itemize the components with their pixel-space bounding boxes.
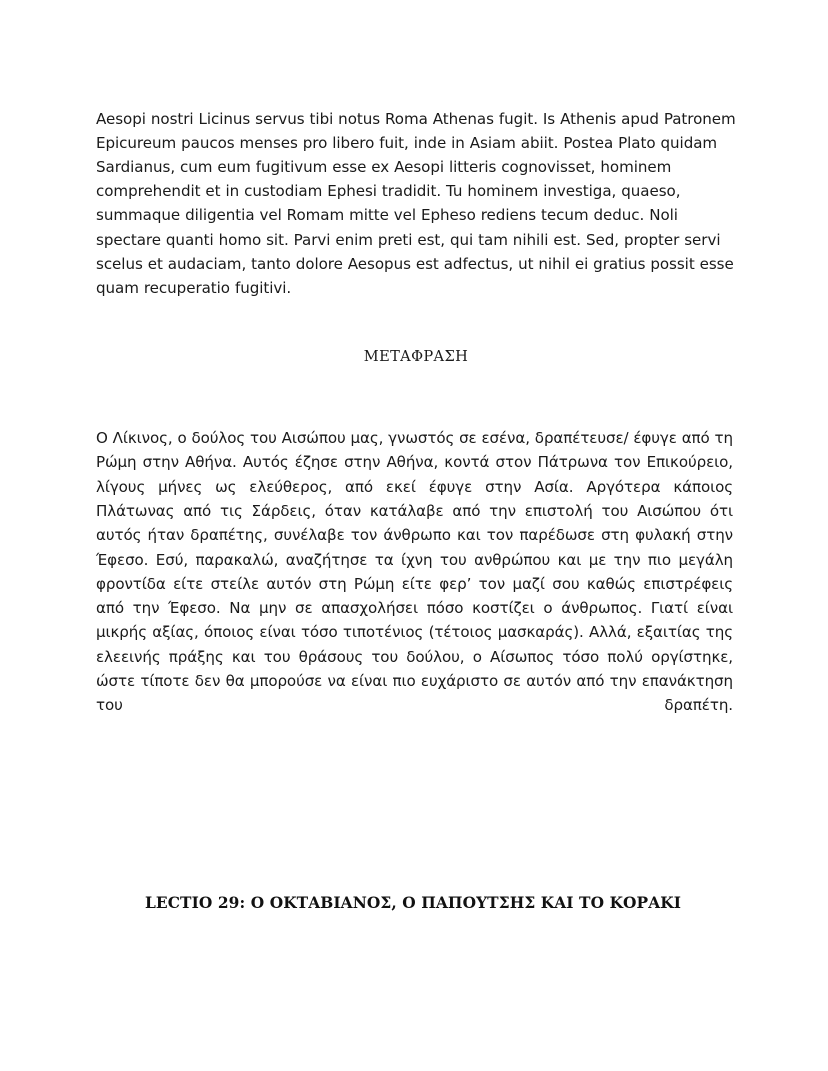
greek-translation-paragraph: Ο Λίκινος, ο δούλος του Αισώπου μας, γνωστός σε εσένα, δραπέτευσε/ έφυγε από τη Ρώμη στην Αθήνα. Αυτός έζησε στην Αθήνα, κοντά στον Πάτρωνα τον Επικούρειο, λίγους μήνες ως ελεύθερος, από εκεί έφυγε στην Ασία. Αργότερα κάποιος Πλάτωνας από τις Σάρδεις, όταν κατάλαβε από την επιστολή του Αισώπου ότι αυτός ήταν δραπέτης, συνέλαβε τον άνθρωπο και τον παρέδωσε στη φυλακή στην Έφεσο. Εσύ, παρακαλώ, αναζήτησε τα ίχνη του ανθρώπου και με την πιο μεγάλη φροντίδα είτε στείλε αυτόν στη Ρώμη είτε φερ’ τον μαζί σου καθώς επιστρέφεις από την Έφεσο. Να μην σε απασχολήσει πόσο κοστίζει ο άνθρωπος. Γιατί είναι μικρής αξίας, όποιος είναι τόσο τιποτένιος (τέτοιος μασκαράς). Αλλά, εξαιτίας της ελεεινής πράξης και του θράσους του δούλου, ο Αίσωπος τόσο πολύ οργίστηκε, ώστε τίποτε δεν θα μπορούσε να είναι πιο ευχάριστο σε αυτόν από την επανάκτηση του δραπέτη.	[96, 429, 733, 715]
latin-source-paragraph: Aesopi nostri Licinus servus tibi notus Roma Athenas fugit. Is Athenis apud Patronem Epicureum paucos menses pro libero fuit, inde in Asiam abiit. Postea Plato quidam Sardianus, cum eum fugitivum esse ex Aesopi litteris cognovisset, hominem comprehendit et in custodiam Ephesi tradidit. Tu hominem investiga, quaeso, summaque diligentia vel Romam mitte vel Epheso rediens tecum deduc. Noli spectare quanti homo sit. Parvi enim preti est, qui tam nihili est. Sed, propter servi scelus et audaciam, tanto dolore Aesopus est adfectus, ut nihil ei gratius possit esse quam recuperatio fugitivi.	[96, 110, 736, 297]
translation-section-heading	[0, 347, 828, 367]
lectio-chapter-heading-text: LECTIO 29: Ο ΟΚΤΑΒΙΑΝΟΣ, Ο ΠΑΠΟΥΤΣΗΣ ΚΑΙ ΤΟ ΚΟΡΑΚΙ	[144, 894, 682, 912]
translation-section-heading-text: ΜΕΤΑΦΡΑΣΗ	[363, 348, 469, 365]
lectio-chapter-heading	[0, 892, 828, 914]
